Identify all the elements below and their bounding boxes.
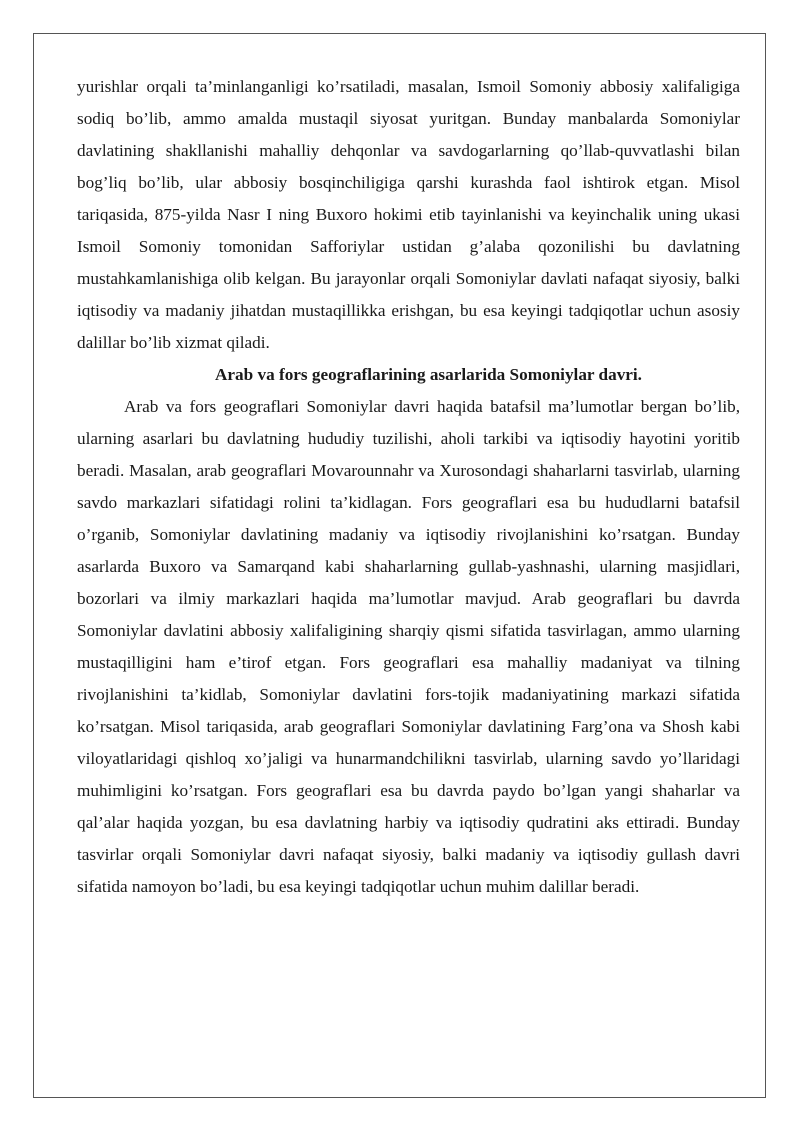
paragraph-1: yurishlar orqali ta’minlanganligi ko’rsatiladi, masalan, Ismoil Somoniy abbosiy xalifaligiga sodiq bo’lib, ammo amalda mustaqil siyosat yuritgan. Bunday manbalarda Somoniylar davlatining shakllanishi mahalliy dehqonlar va savdogarlarning qo’llab-quvvatlashi bilan bog’liq bo’lib, ular abbosiy bosqinchiligiga qarshi kurashda faol ishtirok etgan. Misol tariqasida, 875-yilda Nasr I ning Buxoro hokimi etib tayinlanishi va keyinchalik uning ukasi Ismoil Somoniy tomonidan Safforiylar ustidan g’alaba qozonilishi bu davlatning mustahkamlanishiga olib kelgan. Bu jarayonlar orqali Somoniylar davlati nafaqat siyosiy, balki iqtisodiy va madaniy jihatdan mustaqillikka erishgan, bu esa keyingi tadqiqotlar uchun asosiy dalillar bo’lib xizmat qiladi. — [77, 77, 740, 352]
paragraph-2: Arab va fors geograflari Somoniylar davri haqida batafsil ma’lumotlar bergan bo’lib, ularning asarlari bu davlatning hududiy tuzilishi, aholi tarkibi va iqtisodiy hayotini yoritib beradi. Masalan, arab geograflari Movarounnahr va Xurosondagi shaharlarni tasvirlab, ularning savdo markazlari sifatidagi rolini ta’kidlagan. Fors geograflari esa bu hududlarni batafsil o’rganib, Somoniylar davlatining madaniy va iqtisodiy rivojlanishini ko’rsatgan. Bunday asarlarda Buxoro va Samarqand kabi shaharlarning gullab-yashnashi, ularning masjidlari, bozorlari va ilmiy markazlari haqida ma’lumotlar mavjud. Arab geograflari bu davrda Somoniylar davlatini abbosiy xalifaligining sharqiy qismi sifatida tasvirlagan, ammo ularning mustaqilligini ham e’tirof etgan. Fors geograflari esa mahalliy madaniyat va tilning rivojlanishini ta’kidlab, Somoniylar davlatini fors-tojik madaniyatining markazi sifatida ko’rsatgan. Misol tariqasida, arab geograflari Somoniylar davlatining Farg’ona va Shosh kabi viloyatlaridagi qishloq xo’jaligi va hunarmandchilikni tasvirlab, ularning savdo yo’llaridagi muhimligini ko’rsatgan. Fors geograflari esa bu davrda paydo bo’lgan yangi shaharlar va qal’alar haqida yozgan, bu esa davlatning harbiy va iqtisodiy qudratini aks ettiradi. Bunday tasvirlar orqali Somoniylar davri nafaqat siyosiy, balki madaniy va iqtisodiy gullash davri sifatida namoyon bo’ladi, bu esa keyingi tadqiqotlar uchun muhim dalillar beradi. — [77, 397, 740, 896]
document-body — [77, 71, 740, 903]
section-heading: Arab va fors geograflarining asarlarida Somoniylar davri. — [215, 365, 642, 384]
